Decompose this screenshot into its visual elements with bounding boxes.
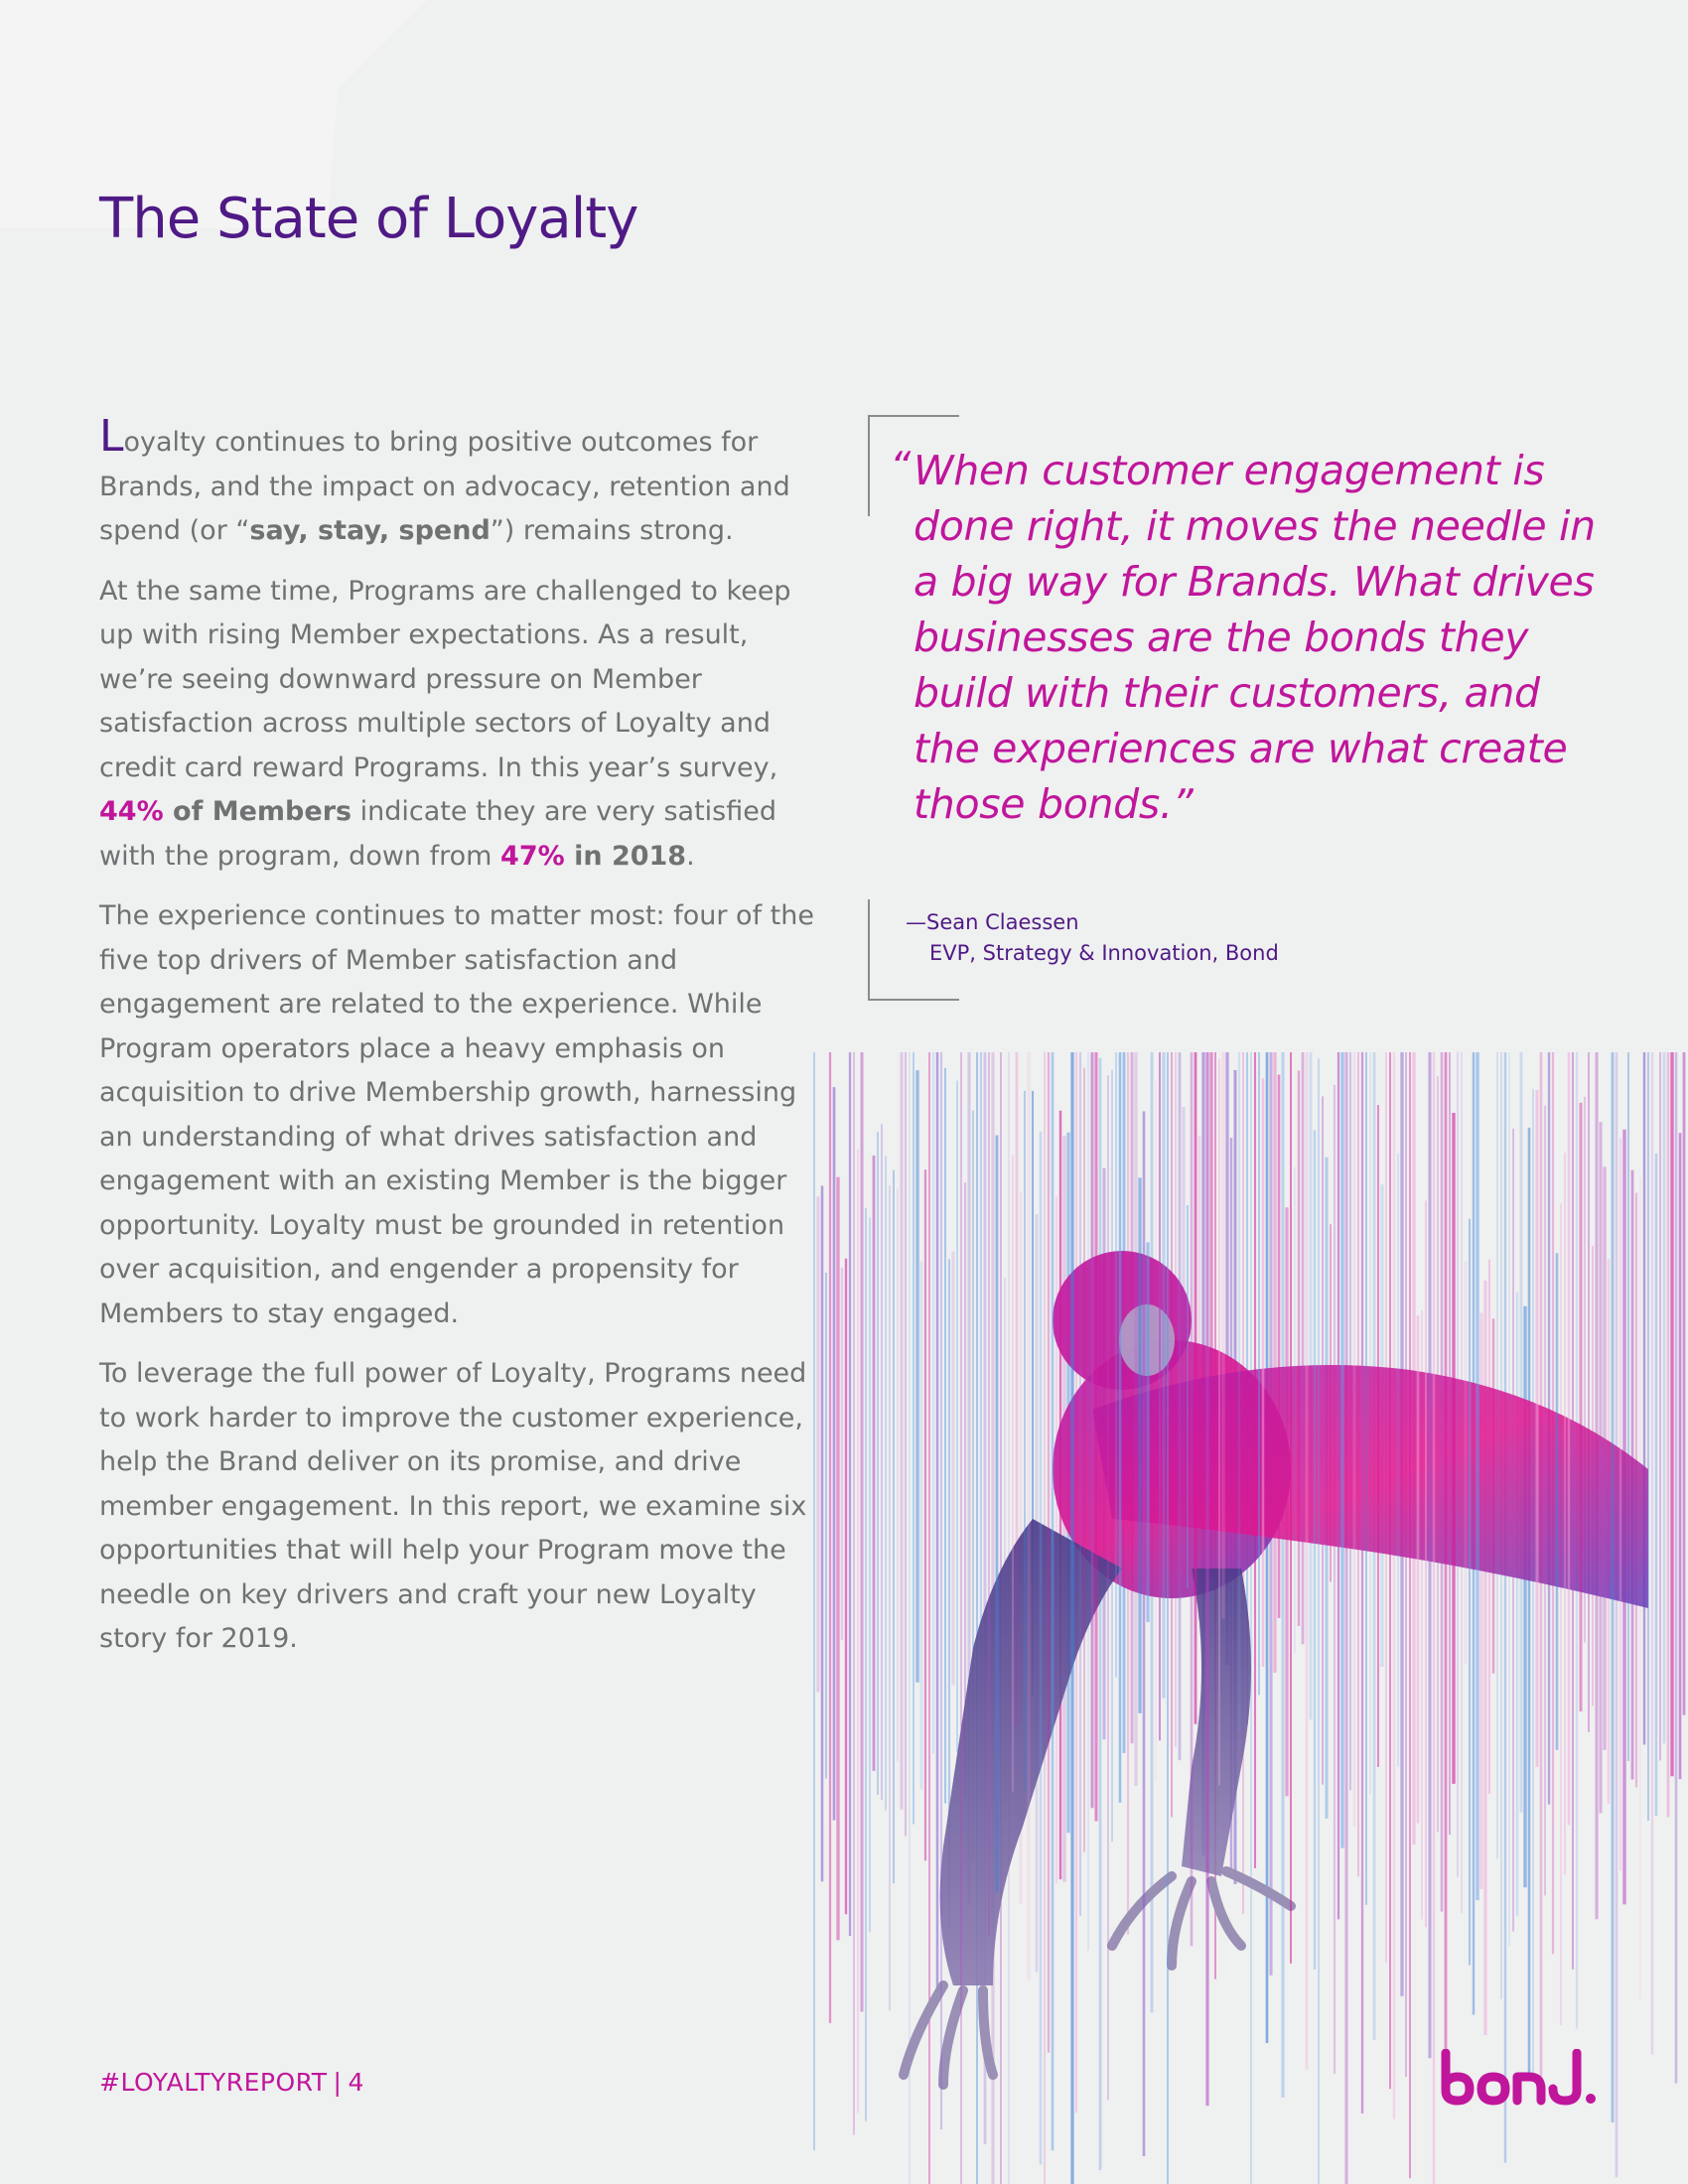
paragraph-3: The experience continues to matter most: four of the five top drivers of Member satisfaction and engagement are related to the experience. While Program operators place a heavy emphasis on acquisition to drive Membership growth, harnessing an understanding of what drives satisfaction and engagement with an existing Member is the bigger opportunity. Loyalty must be grounded in retention over acquisition, and engender a propensity for Members to stay engaged. <box>99 900 814 1329</box>
paragraph-1-text-a: oyalty continues to bring positive outcomes for Brands, and the impact on advocacy, retention and spend (or “ <box>99 427 790 546</box>
footer-hashtag: #LOYALTYREPORT <box>99 2068 328 2097</box>
pull-quote-text: When customer engagement is done right, it moves the needle in a big way for Brands. What drives businesses are the bonds they build with their customers, and the experiences are what create those bonds.” <box>914 447 1596 828</box>
bond-logo <box>1438 2049 1597 2109</box>
footer <box>99 2068 364 2097</box>
page-title: The State of Loyalty <box>99 187 638 251</box>
page-number: 4 <box>348 2068 364 2097</box>
stat-44-percent: 44% <box>99 796 164 827</box>
paragraph-1-text-b: ”) remains strong. <box>490 515 734 546</box>
breakdancer-glitch-image <box>794 1052 1688 2184</box>
body-text <box>99 411 814 1678</box>
paragraph-2-text-c: . <box>686 840 695 872</box>
paragraph-2-text-b: indicate they are very satisfied with the program, down from <box>99 796 776 872</box>
quote-bracket-bottom <box>868 899 959 1001</box>
paragraph-4: To leverage the full power of Loyalty, Programs need to work harder to improve the customer experience, help the Brand deliver on its promise, and drive member engagement. In this report, we examine six opportunities that will help your Program move the needle on key drivers and craft your new Loyalty story for 2019. <box>99 1358 807 1654</box>
footer-separator: | <box>333 2068 343 2097</box>
stat-label-members: of Members <box>163 796 352 827</box>
paragraph-2 <box>99 570 814 880</box>
paragraph-1 <box>99 411 814 554</box>
quote-author-role: EVP, Strategy & Innovation, Bond <box>929 941 1279 965</box>
paragraph-2-text-a: At the same time, Programs are challenged to keep up with rising Member expectations. As a result, we’re seeing downward pressure on Member satisfaction across multiple sectors of Loyalty and credit card reward Programs. In this year’s survey, <box>99 575 791 783</box>
quote-attribution <box>906 907 1279 969</box>
pull-quote <box>890 443 1609 832</box>
say-stay-spend: say, stay, spend <box>249 515 491 546</box>
drop-cap: L <box>99 411 124 462</box>
open-quote-mark: “ <box>890 443 911 490</box>
quote-author: —Sean Claessen <box>906 910 1079 934</box>
stat-47-percent: 47% <box>500 840 565 872</box>
stat-label-2018: in 2018 <box>564 840 687 872</box>
